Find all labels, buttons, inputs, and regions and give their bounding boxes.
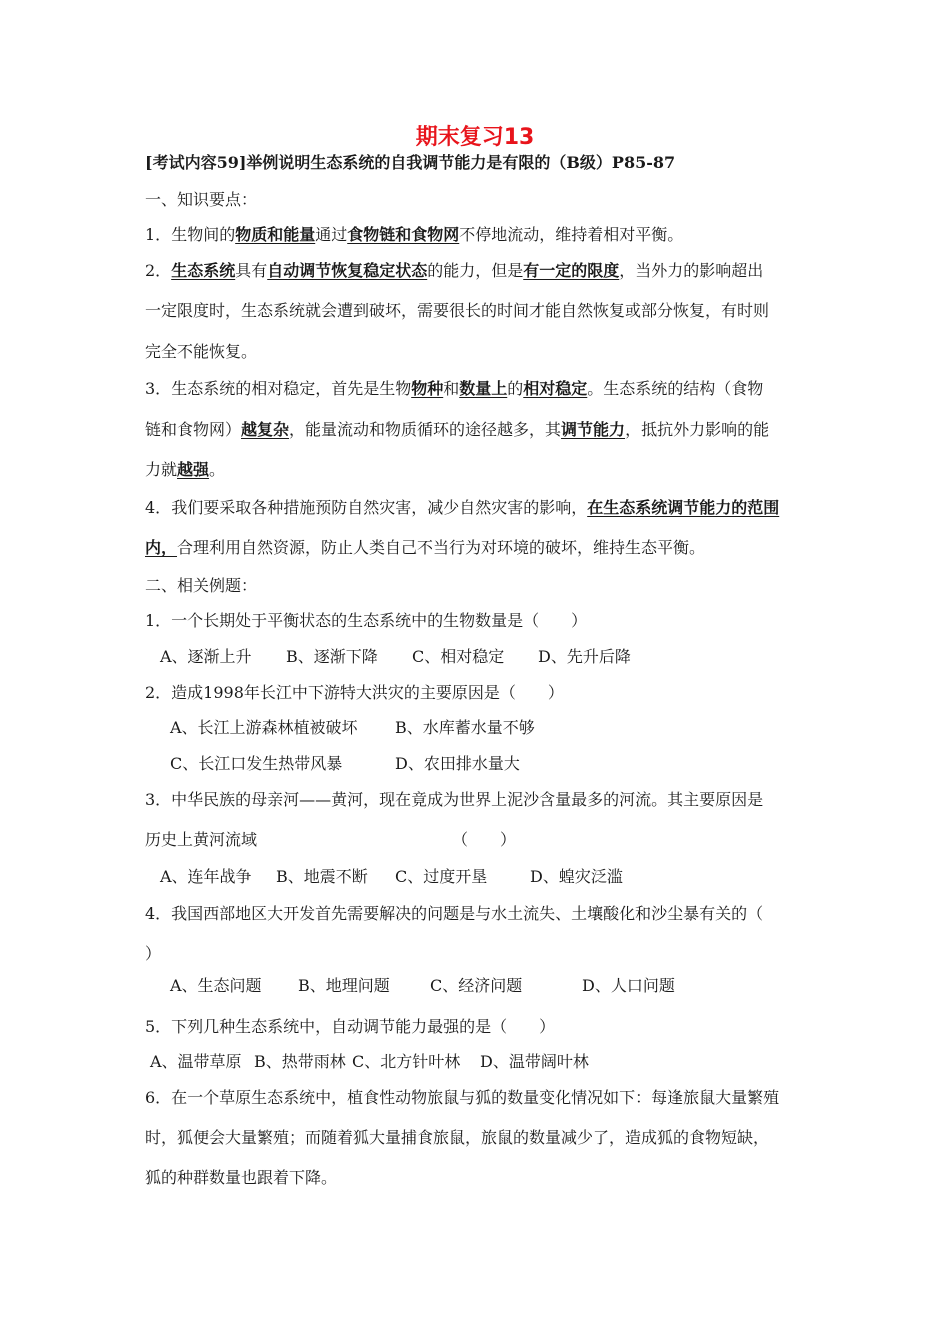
question-2: 2．造成1998年长江中下游特大洪灾的主要原因是（ ） [145,683,564,702]
q5-option-d: D、温带阔叶林 [480,1052,589,1071]
question-6: 6．在一个草原生态系统中，植食性动物旅鼠与狐的数量变化情况如下：每逢旅鼠大量繁殖 [145,1088,780,1107]
key-term: 在生态系统调节能力的范围 [587,498,780,517]
key-term: 数量上 [459,379,508,398]
point-2 [145,261,763,281]
text: 和 [443,379,460,398]
q2-option-b: B、水库蓄水量不够 [395,718,535,737]
key-term: 相对稳定 [523,379,588,398]
key-term: 调节能力 [561,420,626,439]
text: 力就 [145,460,178,479]
text: ，抵抗外力影响的能 [625,420,770,439]
section2-heading: 二、相关例题： [145,576,258,595]
q3-option-a: A、连年战争 [160,867,252,886]
point-number: 3． [145,379,172,398]
text: 生态系统的相对稳定，首先是生物 [171,379,412,398]
question-3-line-2: 历史上黄河流域 [145,830,258,849]
text: 我们要采取各种措施预防自然灾害，减少自然灾害的影响， [171,498,588,517]
point-3-line-2 [145,420,769,440]
q5-option-c: C、北方针叶林 [352,1052,461,1071]
q1-option-d: D、先升后降 [538,647,631,666]
q4-option-a: A、生态问题 [170,976,262,995]
text: 。 [209,460,226,479]
point-number: 4． [145,498,172,517]
point-number: 2． [145,261,172,280]
question-4-line-2: ） [145,944,162,963]
section1-heading: 一、知识要点： [145,190,258,209]
point-2-line-3: 完全不能恢复。 [145,342,258,361]
key-term: 有一定的限度 [523,261,620,280]
point-4-line-2 [145,538,705,558]
q2-option-c: C、长江口发生热带风暴 [170,754,343,773]
q2-option-d: D、农田排水量大 [395,754,520,773]
q4-option-d: D、人口问题 [582,976,675,995]
exam-header: [考试内容59]举例说明生态系统的自我调节能力是有限的（B级）P85-87 [145,153,676,172]
q5-option-a: A、温带草原 [150,1052,242,1071]
text: 合理利用自然资源，防止人类自己不当行为对环境的破坏，维持生态平衡。 [177,538,706,557]
point-4 [145,498,779,518]
text: 链和食物网） [145,420,242,439]
text: 。生态系统的结构（食物 [587,379,764,398]
q4-option-c: C、经济问题 [430,976,523,995]
q1-option-a: A、逐渐上升 [160,647,252,666]
question-3: 3．中华民族的母亲河——黄河，现在竟成为世界上泥沙含量最多的河流。其主要原因是 [145,790,764,809]
question-5: 5．下列几种生态系统中，自动调节能力最强的是（ ） [145,1017,556,1036]
q3-option-c: C、过度开垦 [395,867,488,886]
text: 不停地流动，维持着相对平衡。 [459,225,684,244]
point-2-line-2: 一定限度时，生态系统就会遭到破坏，需要很长的时间才能自然恢复或部分恢复，有时则 [145,301,770,320]
key-term: 越复杂 [241,420,290,439]
key-term: 生态系统 [171,261,236,280]
point-3-line-3 [145,460,225,480]
key-term: 食物链和食物网 [347,225,460,244]
point-number: 1． [145,225,172,244]
text: 生物间的 [171,225,236,244]
q1-option-c: C、相对稳定 [412,647,505,666]
text: 具有 [235,261,268,280]
q1-option-b: B、逐渐下降 [286,647,378,666]
question-6-line-3: 狐的种群数量也跟着下降。 [145,1168,338,1187]
question-1: 1．一个长期处于平衡状态的生态系统中的生物数量是（ ） [145,611,588,630]
key-term: 物质和能量 [235,225,316,244]
q2-option-a: A、长江上游森林植被破坏 [170,718,358,737]
q4-option-b: B、地理问题 [298,976,390,995]
key-term: 越强 [177,460,210,479]
q3-option-d: D、蝗灾泛滥 [530,867,623,886]
text: 通过 [315,225,348,244]
point-1 [145,225,683,245]
key-term: 物种 [411,379,444,398]
key-term: 自动调节恢复稳定状态 [267,261,428,280]
question-6-line-2: 时，狐便会大量繁殖；而随着狐大量捕食旅鼠，旅鼠的数量减少了，造成狐的食物短缺， [145,1128,770,1147]
key-term: 内， [145,538,178,557]
text: 的 [507,379,524,398]
q3-option-b: B、地震不断 [276,867,368,886]
question-4: 4．我国西部地区大开发首先需要解决的问题是与水土流失、土壤酸化和沙尘暴有关的（ [145,904,764,923]
page-title: 期末复习13 [415,125,535,150]
q5-option-b: B、热带雨林 [254,1052,346,1071]
point-3 [145,379,763,399]
question-3-answer-blank: （ ） [452,830,517,849]
text: ，能量流动和物质循环的途径越多，其 [289,420,562,439]
text: ，当外力的影响超出 [619,261,764,280]
text: 的能力，但是 [427,261,524,280]
